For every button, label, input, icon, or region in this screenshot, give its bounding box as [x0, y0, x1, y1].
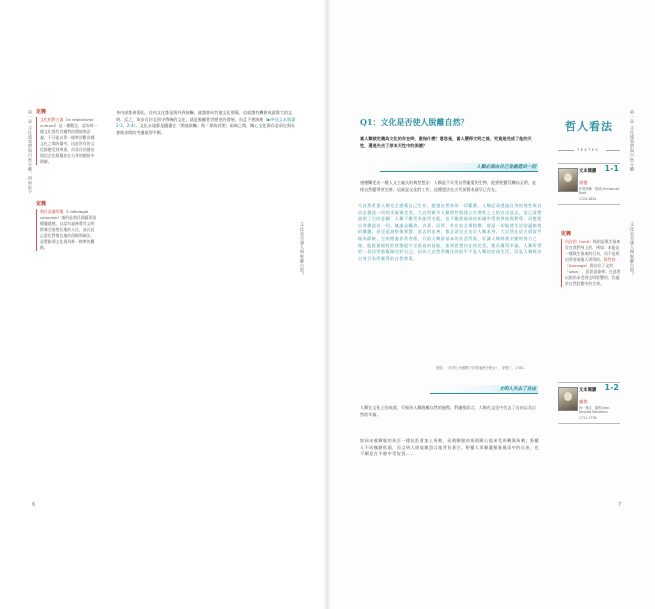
definition-term-fr: （le relativisme culturel）: [40, 117, 94, 128]
definition-term: 文化相對主義: [40, 117, 64, 122]
definition-text: 指的是殖民國藉著某種優越感，自認有義務將其文明推廣至被殖民地的人民，並以此正當化對殖民地的侵略與統治，是將歐洲文化視為唯一標準的觀點。: [40, 215, 97, 250]
card-number: 1-1: [604, 164, 619, 173]
definition-body: [36, 209, 98, 251]
question-title: Q1：文化是否使人脫離自然？: [360, 117, 469, 127]
rousseau-intro-paragraph: 人類在文化上的成就，可視為人類脫離自然的過程。對盧梭而言，人類在文化中失去了自由以及自然的幸福。: [360, 405, 537, 417]
question-intro: 當人類被定義為文化的存在時，意指什麼？意思是，當人變得文明之後，究竟是完成了他的天性，還是失去了原本天性中的美德？: [360, 136, 532, 148]
left-main-paragraph: [116, 110, 298, 136]
texts-label: TEXTES: [577, 148, 600, 152]
card-label: 文本閱讀: [579, 388, 597, 393]
kant-intro-paragraph: 康德闡述出一種人文主義式的典型想法：人類是不太受自然寵愛的生物，他要從蠻荒轉向文明，並使自然變得更完善。這就是文化的工作，這種想法在古代前賢本就早已存在。: [360, 180, 537, 192]
philosophers-panel-title: 哲人看法: [565, 120, 613, 133]
card-label: 文本閱讀: [579, 169, 597, 174]
kant-quote-block: 大自然希望人類完全憑藉自己生存，超越自然界的一切範圍。人類必須透過自身的理性與自由去創造一切的幸福與完美。大自然賦予人類理性與建立在理性之上的自由意志，這已清楚說明了它的意圖：人類不應受本能所支配，也不應從現成的知識中得到供給與教導，而應從自身創造出一切。無論是糧食、衣著、居所、外在安全與防禦，或是一切能使生活舒適愉悅的樂趣，甚至是洞察與智慧、意志的良善，都必須完全出自人類本身。大自然在這方面似乎極為節儉，它的措施非常吝嗇，只給人類最基本的存活所需，好讓人類經歷辛勤的努力之後，能從最粗野的狀態提升至最高的技能，達到思想內在的完美，進而獲得幸福。人類所得的一切功勞都應歸功於自己，因為大自然所關注的似乎不是人類的安逸生活，而是人類經由自身行為所獲得的自我尊重。: [358, 203, 542, 261]
card-number: 1-2: [604, 383, 619, 392]
philosopher-years: 1712-1778: [579, 416, 597, 420]
right-page: [327, 0, 655, 609]
subheading-text: 文明人失去了自由: [499, 387, 536, 392]
subheading-banner-1: [380, 163, 538, 172]
philosopher-years: 1724-1804: [579, 197, 597, 201]
right-page-side-text: 第一章 文化使我們與自然分離: [630, 110, 635, 172]
definition-term: 殖民意識形態: [40, 209, 64, 214]
definition-body: [36, 117, 98, 165]
cross-reference-link[interactable]: ▶參見文本閱讀2-3、2-4: [116, 116, 296, 128]
philosopher-name: 盧梭: [579, 399, 588, 404]
definition-box-cultural-relativism: [36, 108, 98, 165]
left-page-edge-text: 文化是否讓人類脫離自然？: [300, 222, 305, 278]
left-page-side-text: 第一章 文化使我們與自然分離，同時給予: [28, 110, 33, 195]
definition-term: 內在的（Inné）: [565, 239, 593, 244]
divider-line: [606, 150, 620, 151]
subheading-banner-2: [430, 385, 538, 394]
philosopher-name-en: 尚－雅克．盧梭 Jean-Jacques Rousseau: [579, 406, 611, 414]
right-page-edge-text: 文化是否讓人類脫離自然？: [630, 222, 635, 278]
book-gutter: [323, 0, 331, 609]
left-page: [0, 0, 327, 609]
definition-body: [561, 239, 623, 287]
rousseau-quote-block: 如同未被馴服的馬匹一樣抗拒著加上馬勒，而被馴服的馬則耐心地承受馬鞭與馬刺；野蠻人不向枷鎖低頭，而文明人則毫無怨言地背負著它。野蠻人寧願選擇暴風雨中的自由，也不願意在平靜中受奴役……: [360, 438, 540, 457]
definition-label: 定義: [36, 109, 47, 115]
kant-portrait: [558, 168, 578, 192]
definition-label: 定義: [36, 201, 47, 207]
paragraph-text: ）。文化永遠都是擺盪在「開放接觸」與「保持封閉」兩端之間，關心文化保存必須在與社會進步間的考慮取得平衡。: [116, 123, 296, 135]
definition-label: 定義: [561, 231, 572, 237]
kant-citation: 康德，《世界公民觀點下的普遍歷史理念》，命題三，1784。: [436, 366, 527, 370]
definition-box-colonial-ideology: [36, 200, 98, 251]
rousseau-portrait: [558, 387, 578, 411]
left-page-number: 6: [32, 502, 36, 508]
philosopher-name-en: 伊曼努爾・康德 Emmanuel Kant: [579, 187, 620, 195]
text-reading-card-rousseau[interactable]: [558, 382, 620, 424]
definition-term: 野性的（Sauvage）: [565, 257, 616, 268]
subheading-text: 人類必須由自己身創造出一切: [476, 165, 536, 170]
definition-text: 是一種概念，認為每一種文化都有其獨特的價值與意義，不可能以單一標準評斷各種文化之間的優劣。因此所有的文化都應受到尊重，而各自的風俗與信念也都應放在自身的脈絡中理解。: [40, 123, 98, 164]
divider-line: [558, 150, 574, 151]
definition-term-fr: （L'idéologie coloniale）: [40, 209, 89, 220]
definition-text: 源自拉丁文的「silva」，意思是森林；在此用以指尚未受到文明影響的、仍處於自然狀態中的生命。: [565, 263, 621, 286]
definition-text: 指的是與生俱來存在我們身上的，例如：本能是一種與生俱來的行為，而不是經由學習或後天習得的。: [565, 239, 621, 262]
paragraph-text: 身內部都會弱化。任何文化都是與外界接觸，就越會向其他文化借鏡，也就越有機會成就偉大的文明。反之，故步自封且固守傳統的文化，就是脫離普世歷史的發展，而且不會演進（: [116, 110, 293, 122]
right-page-number: 7: [618, 502, 622, 508]
definition-box-innate: [561, 230, 623, 287]
philosopher-name: 康德: [579, 180, 588, 185]
text-reading-card-kant[interactable]: [558, 163, 620, 205]
